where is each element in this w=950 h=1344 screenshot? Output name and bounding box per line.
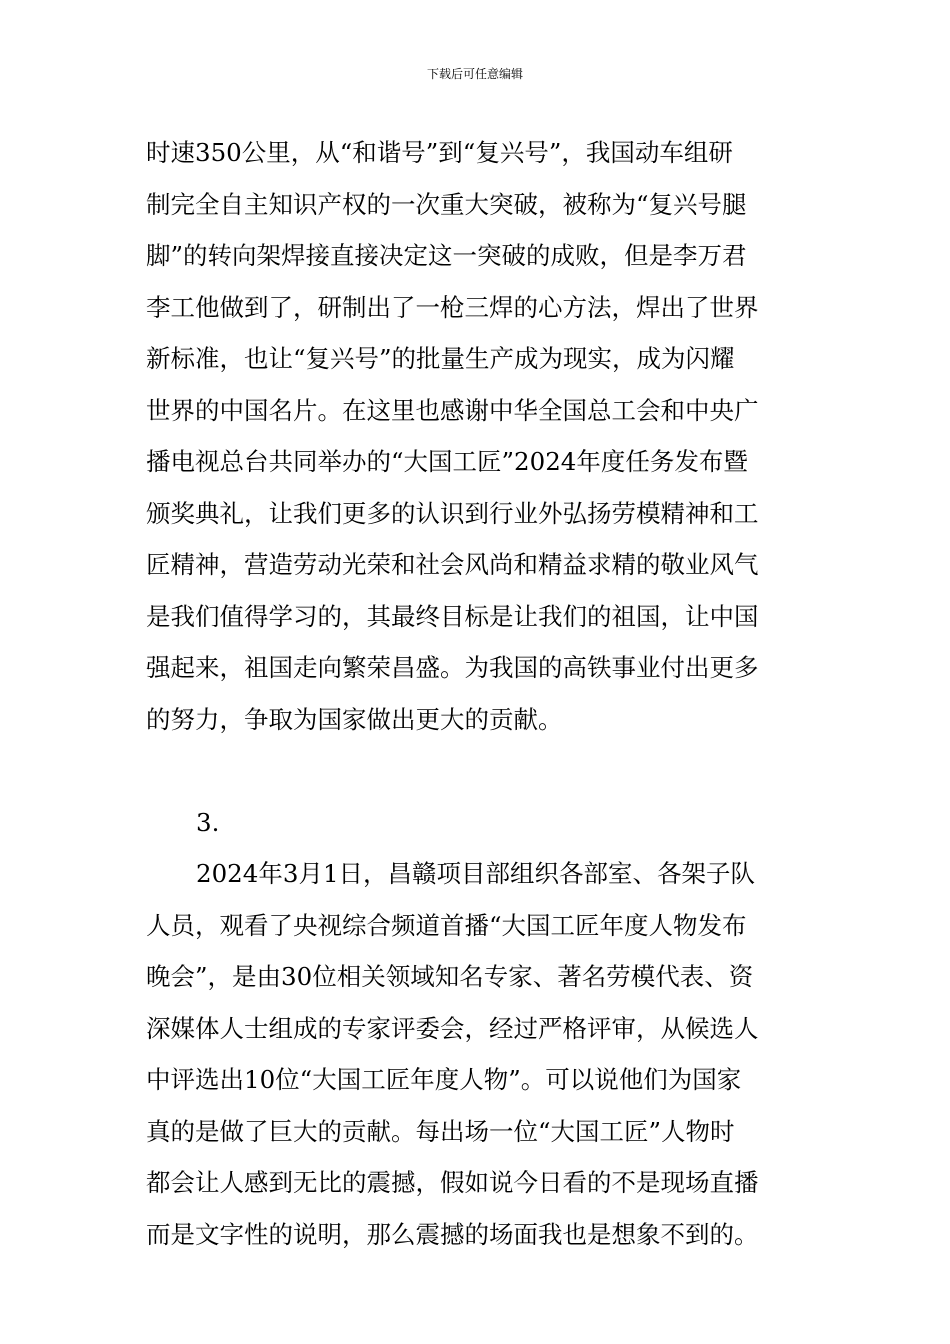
paragraph-line: 而是文字性的说明，那么震撼的场面我也是想象不到的。 (146, 1219, 759, 1249)
document-body (146, 127, 826, 1260)
paragraph-line: 匠精神，营造劳动光荣和社会风尚和精益求精的敬业风气 (146, 550, 759, 579)
paragraph-line: 制完全自主知识产权的一次重大突破，被称为“复兴号腿 (146, 189, 747, 219)
paragraph-line: 播电视总台共同举办的“大国工匠”2024年度任务发布暨 (146, 447, 748, 476)
paragraph-line: 脚”的转向架焊接直接决定这一突破的成败，但是李万君 (146, 241, 747, 270)
paragraph-line: 深媒体人士组成的专家评委会，经过严格评审，从候选人 (146, 1013, 759, 1043)
paragraph-line: 世界的中国名片。在这里也感谢中华全国总工会和中央广 (146, 395, 759, 425)
paragraph-line: 李工他做到了，研制出了一枪三焊的心方法，焊出了世界 (146, 292, 759, 322)
paragraph-line: 都会让人感到无比的震撼，假如说今日看的不是现场直播 (146, 1168, 759, 1197)
paragraph-line: 晚会”，是由30位相关领域知名专家、著名劳模代表、资 (146, 962, 754, 991)
paragraph-line: 人员，观看了央视综合频道首播“大国工匠年度人物发布 (146, 910, 747, 940)
blank-line (146, 745, 826, 797)
paragraph-line: 中评选出10位“大国工匠年度人物”。可以说他们为国家 (146, 1065, 742, 1094)
section-number: 3. (196, 807, 220, 837)
paragraph-line: 2024年3月1日，昌赣项目部组织各部室、各架子队 (196, 859, 756, 888)
paragraph-1 (146, 127, 826, 745)
page-header-note: 下载后可任意编辑 (426, 67, 523, 81)
paragraph-line: 是我们值得学习的，其最终目标是让我们的祖国，让中国 (146, 601, 759, 631)
paragraph-2 (146, 848, 826, 1260)
paragraph-line: 新标准，也让“复兴号”的批量生产成为现实，成为闪耀 (146, 344, 735, 373)
paragraph-line: 时速350公里，从“和谐号”到“复兴号”，我国动车组研 (146, 138, 733, 167)
paragraph-line: 强起来，祖国走向繁荣昌盛。为我国的高铁事业付出更多 (146, 653, 759, 682)
paragraph-line: 颁奖典礼，让我们更多的认识到行业外弘扬劳模精神和工 (146, 498, 759, 528)
paragraph-line: 的努力，争取为国家做出更大的贡献。 (146, 704, 563, 734)
paragraph-line: 真的是做了巨大的贡献。每出场一位“大国工匠”人物时 (146, 1116, 735, 1146)
